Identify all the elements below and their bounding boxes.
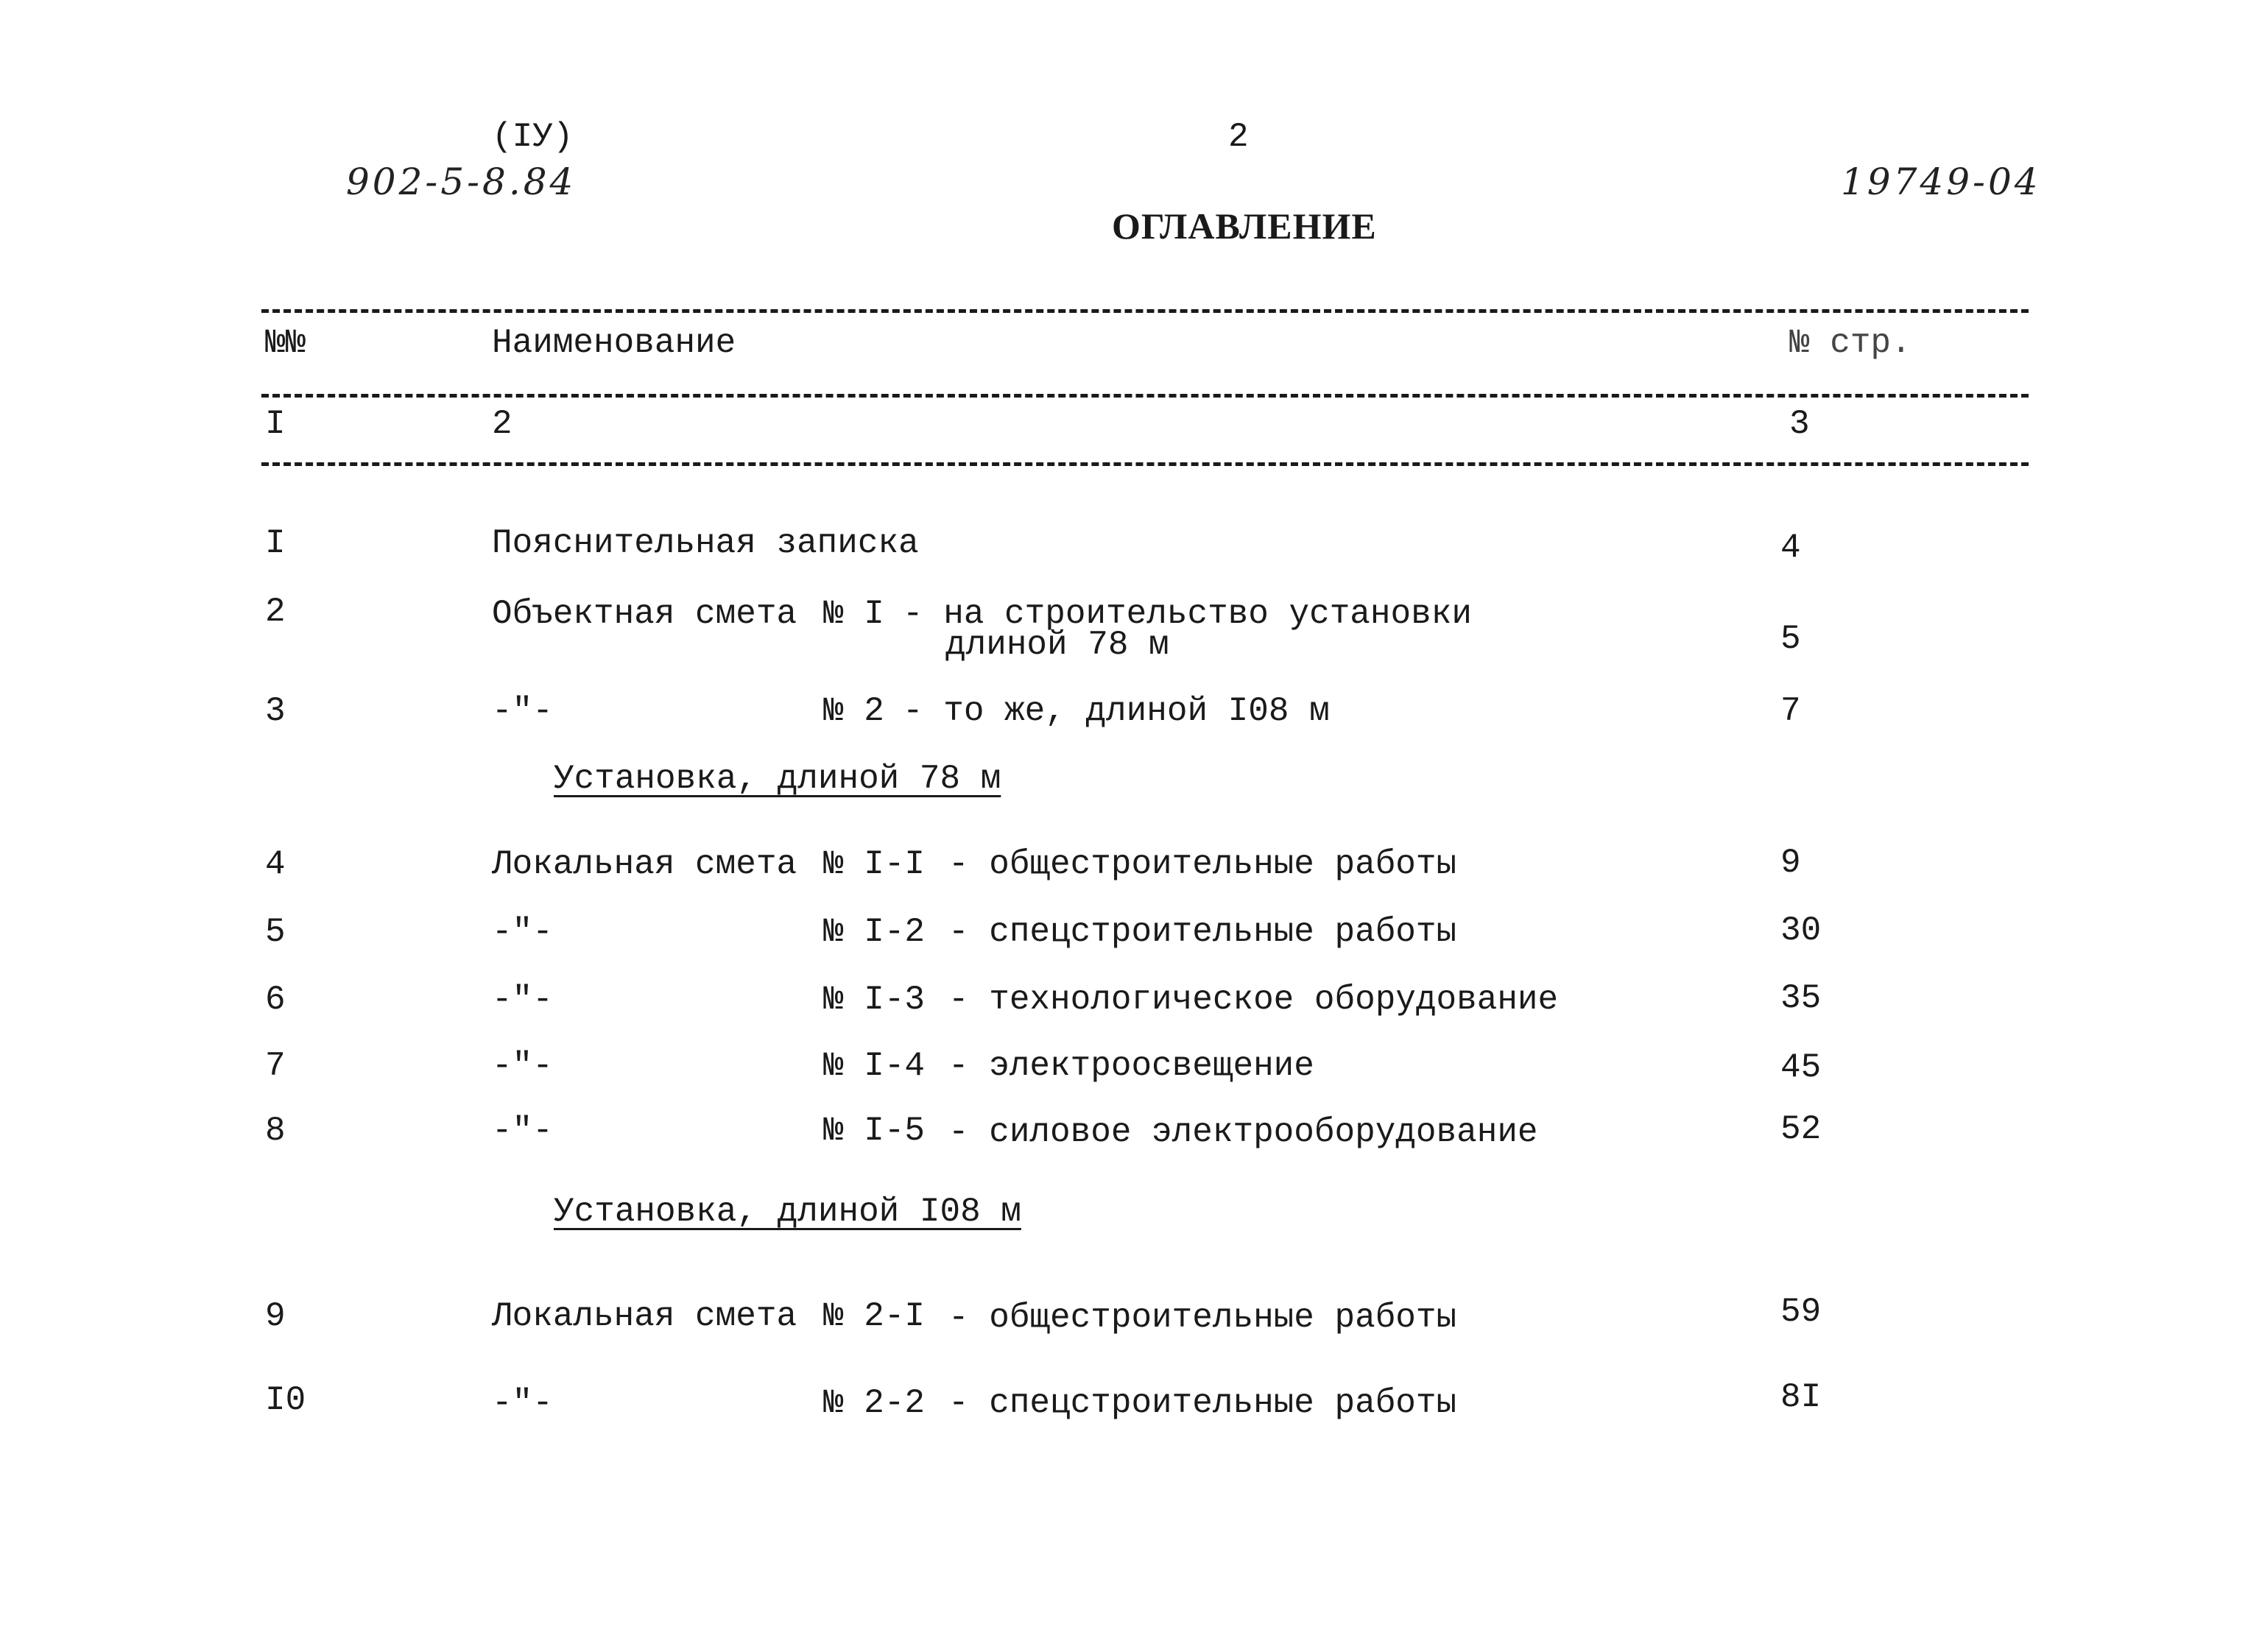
column-header-page: № стр. (1789, 324, 1912, 362)
row-4-number: 4 (265, 845, 286, 883)
row-5-prefix: -"- (492, 913, 553, 951)
row-10-page: 8I (1780, 1378, 1822, 1416)
row-7-code: № I-4 (823, 1047, 926, 1085)
row-7-description: - электроосвещение (948, 1047, 1314, 1085)
section-heading-78: Установка, длиной 78 м (554, 760, 1001, 798)
row-8-prefix: -"- (492, 1112, 553, 1150)
row-2-prefix: Объектная смета (492, 595, 797, 633)
row-4-prefix: Локальная смета (492, 845, 797, 883)
row-4-code: № I-I (823, 845, 926, 883)
row-7-prefix: -"- (492, 1047, 553, 1085)
row-5-code: № I-2 (823, 913, 926, 951)
row-9-code: № 2-I (823, 1297, 926, 1335)
row-2-description: - на строительство установки (903, 595, 1472, 633)
row-10-number: I0 (265, 1381, 306, 1419)
row-2-number: 2 (265, 593, 286, 631)
row-2-code: № I (823, 595, 884, 633)
document-number: 19749-04 (1841, 160, 2041, 203)
page-number: 2 (1228, 118, 1249, 156)
header-top-rule (261, 309, 2029, 313)
row-3-description: - то же, длиной I08 м (903, 692, 1330, 730)
row-3-number: 3 (265, 692, 286, 730)
row-9-description: - общестроительные работы (948, 1299, 1457, 1337)
row-5-number: 5 (265, 913, 286, 951)
column-index-page: 3 (1789, 405, 1810, 443)
row-9-prefix: Локальная смета (492, 1297, 797, 1335)
header-middle-rule (261, 394, 2029, 398)
row-9-number: 9 (265, 1297, 286, 1335)
row-5-description: - спецстроительные работы (948, 913, 1457, 951)
row-6-code: № I-3 (823, 981, 926, 1019)
page-title: ОГЛАВЛЕНИЕ (1112, 205, 1377, 247)
row-1-page: 4 (1780, 529, 1801, 567)
row-6-description: - технологическое оборудование (948, 981, 1559, 1019)
row-6-page: 35 (1780, 979, 1822, 1017)
header-bottom-rule (261, 462, 2029, 466)
row-3-prefix: -"- (492, 692, 553, 730)
column-index-number: I (265, 405, 286, 443)
row-2-description-cont: длиной 78 м (945, 626, 1169, 664)
row-5-page: 30 (1780, 911, 1822, 950)
sheet-code: (IУ) (492, 118, 574, 156)
row-4-page: 9 (1780, 844, 1801, 882)
row-10-prefix: -"- (492, 1384, 553, 1422)
project-number: 902-5-8.84 (346, 160, 577, 203)
column-header-name: Наименование (492, 324, 736, 362)
row-6-number: 6 (265, 981, 286, 1019)
row-1-name: Пояснительная записка (492, 524, 919, 562)
row-9-page: 59 (1780, 1293, 1822, 1331)
row-10-code: № 2-2 (823, 1384, 926, 1422)
row-7-number: 7 (265, 1047, 286, 1085)
row-3-page: 7 (1780, 692, 1801, 730)
row-2-page: 5 (1780, 620, 1801, 658)
row-6-prefix: -"- (492, 981, 553, 1019)
row-3-code: № 2 (823, 692, 884, 730)
row-7-page: 45 (1780, 1048, 1822, 1087)
row-8-page: 52 (1780, 1110, 1822, 1148)
row-1-number: I (265, 524, 286, 562)
row-8-code: № I-5 (823, 1112, 926, 1150)
row-4-description: - общестроительные работы (948, 845, 1457, 883)
section-heading-108: Установка, длиной I08 м (554, 1193, 1021, 1231)
row-10-description: - спецстроительные работы (948, 1384, 1457, 1422)
column-index-name: 2 (492, 405, 512, 443)
column-header-number: №№ (265, 324, 306, 362)
row-8-description: - силовое электрооборудование (948, 1113, 1538, 1151)
row-8-number: 8 (265, 1112, 286, 1150)
